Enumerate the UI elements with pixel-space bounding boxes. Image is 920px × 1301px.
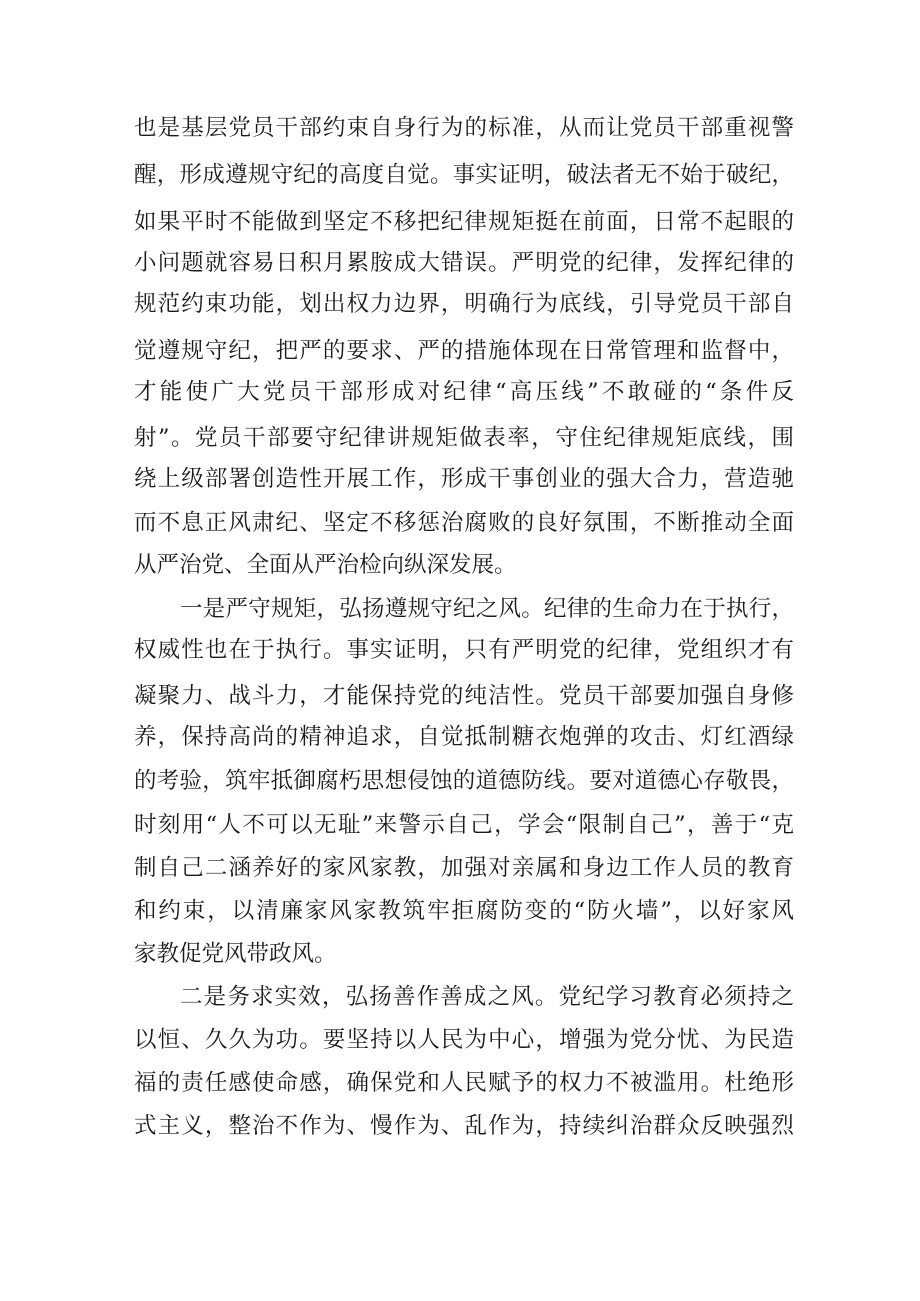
paragraph-line: 从严治党、全面从严治检向纵深发展。 (134, 552, 517, 578)
paragraph-line: 时刻用“人不可以无耻”来警示自己，学会“限制自己”，善于“克 (134, 812, 794, 838)
paragraph-line: 觉遵规守纪，把严的要求、严的措施体现在日常管理和监督中， (134, 338, 794, 364)
paragraph-line: 福的责任感使命感，确保党和人民赋予的权力不被滥用。杜绝形 (134, 1070, 794, 1096)
paragraph-line: 如果平时不能做到坚定不移把纪律规矩挺在前面，日常不起眼的 (134, 209, 794, 235)
paragraph-line: 制自己二涵养好的家风家教，加强对亲属和身边工作人员的教育 (134, 855, 794, 881)
paragraph-line: 二是务求实效，弘扬善作善成之风。党纪学习教育必须持之 (180, 984, 794, 1010)
paragraph-line: 家教促党风带政风。 (134, 941, 337, 967)
paragraph-line: 以恒、久久为功。要坚持以人民为中心，增强为党分忧、为民造 (134, 1027, 794, 1053)
paragraph-line: 醒，形成遵规守纪的高度自觉。事实证明，破法者无不始于破纪， (134, 162, 794, 188)
paragraph-line: 小问题就容易日积月累胺成大错误。严明党的纪律，发挥纪律的 (134, 250, 794, 276)
paragraph-line: 射”。党员干部要守纪律讲规矩做表率，守住纪律规矩底线，围 (134, 425, 794, 451)
paragraph-line: 也是基层党员干部约束自身行为的标准，从而让党员干部重视警 (134, 115, 794, 141)
paragraph-line: 绕上级部署创造性开展工作，形成干事创业的强大合力，营造驰 (134, 466, 794, 492)
paragraph-line: 一是严守规矩，弘扬遵规守纪之风。纪律的生命力在于执行， (180, 596, 794, 622)
paragraph-line: 而不息正风肃纪、坚定不移惩治腐败的良好氛围，不断推动全面 (134, 510, 794, 536)
paragraph-line: 凝聚力、战斗力，才能保持党的纯洁性。党员干部要加强自身修 (134, 683, 794, 709)
paragraph-line: 规范约束功能，划出权力边界，明确行为底线，引导党员干部自 (134, 291, 794, 317)
paragraph-line: 式主义，整治不作为、慢作为、乱作为，持续纠治群众反映强烈 (134, 1113, 794, 1139)
paragraph-line: 养，保持高尚的精神追求，自觉抵制糖衣炮弹的攻击、灯红酒绿 (134, 724, 794, 750)
paragraph-line: 和约束，以清廉家风家教筑牢拒腐防变的“防火墙”，以好家风 (134, 898, 794, 924)
paragraph-line: 才能使广大党员干部形成对纪律“高压线”不敢碰的“条件反 (134, 379, 794, 405)
paragraph-line: 的考验，筑牢抵御腐朽思想侵蚀的道德防线。要对道德心存敬畏， (134, 768, 794, 794)
paragraph-line: 权威性也在于执行。事实证明，只有严明党的纪律，党组织才有 (134, 637, 794, 663)
